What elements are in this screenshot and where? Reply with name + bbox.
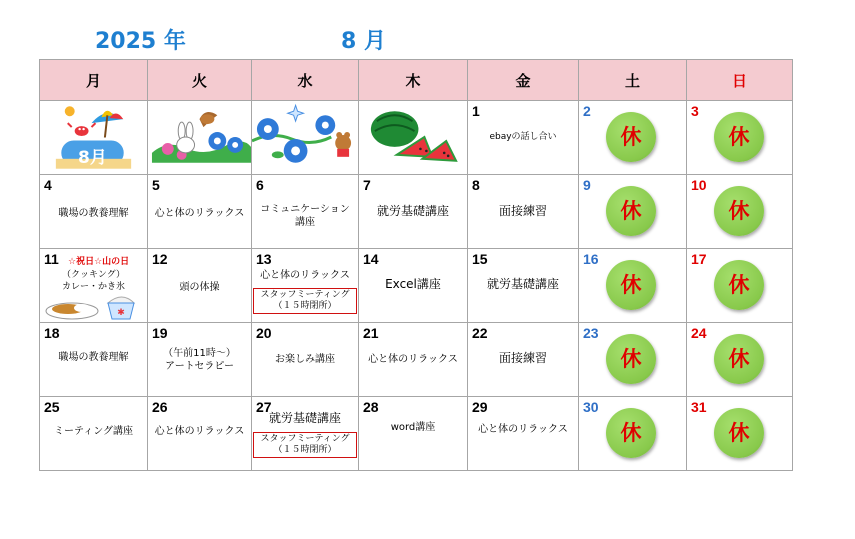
day-cell-3[interactable] — [687, 101, 793, 175]
weekday-sat: 土 — [579, 60, 687, 101]
day-number: 3 — [691, 103, 699, 119]
event-label: 職場の教養理解 — [58, 208, 129, 219]
event-label: 心と体のリラックス — [368, 354, 458, 365]
decor-morning-glory — [252, 101, 359, 175]
day-number: 24 — [691, 325, 707, 341]
weekday-header-row — [40, 60, 793, 101]
weekday-thu: 木 — [359, 60, 468, 101]
morning-glory-illustration — [252, 101, 358, 174]
day-cell-31[interactable] — [687, 397, 793, 471]
day-number: 22 — [472, 325, 488, 341]
day-number: 5 — [152, 177, 160, 193]
event-label-line1: （クッキング） — [61, 270, 125, 280]
staff-meeting-closing: （１５時閉所） — [273, 301, 337, 311]
weekday-sun: 日 — [687, 60, 793, 101]
event-label: 心と体のリラックス — [478, 424, 568, 435]
event-label: 心と体のリラックス — [260, 270, 350, 281]
closed-day-badge: 休 — [606, 186, 656, 236]
weekday-fri: 金 — [468, 60, 579, 101]
closed-day-badge: 休 — [714, 334, 764, 384]
day-cell-16[interactable] — [579, 249, 687, 323]
day-number: 10 — [691, 177, 707, 193]
day-number: 1 — [472, 103, 480, 119]
day-number: 14 — [363, 251, 379, 267]
event-label: 就労基礎講座 — [486, 277, 559, 291]
month-badge-text: 8月 — [78, 148, 107, 168]
staff-meeting-label: スタッフミーティング — [260, 434, 350, 444]
day-number: 2 — [583, 103, 591, 119]
day-number: 16 — [583, 251, 599, 267]
closed-day-badge: 休 — [606, 260, 656, 310]
day-number: 15 — [472, 251, 488, 267]
event-label-line2: カレー・かき氷 — [61, 282, 125, 292]
closed-day-badge: 休 — [714, 186, 764, 236]
day-number: 11 — [44, 251, 59, 267]
day-cell-9[interactable] — [579, 175, 687, 249]
closed-day-badge: 休 — [714, 408, 764, 458]
week-row — [40, 101, 793, 175]
staff-meeting-box — [253, 288, 357, 314]
watermelon-illustration — [359, 101, 467, 174]
event-label: 就労基礎講座 — [376, 204, 449, 218]
day-cell-23[interactable] — [579, 323, 687, 397]
day-number: 18 — [44, 325, 60, 341]
week-row — [40, 249, 793, 323]
event-label: 面接練習 — [498, 204, 547, 218]
week-row — [40, 323, 793, 397]
decor-watermelon — [359, 101, 468, 175]
closed-day-badge: 休 — [714, 260, 764, 310]
event-label: お楽しみ講座 — [275, 354, 335, 365]
day-cell-5[interactable] — [148, 175, 252, 249]
day-number: 12 — [152, 251, 168, 267]
weekday-tue: 火 — [148, 60, 252, 101]
svg-text:✱: ✱ — [117, 308, 125, 318]
event-label-line1: （午前11時～） — [163, 348, 236, 359]
closed-day-badge: 休 — [606, 334, 656, 384]
day-cell-17[interactable] — [687, 249, 793, 323]
day-number: 19 — [152, 325, 168, 341]
week-row — [40, 397, 793, 471]
day-number: 29 — [472, 399, 488, 415]
event-label: 頭の体操 — [179, 282, 220, 293]
staff-meeting-label: スタッフミーティング — [260, 290, 350, 300]
day-cell-12[interactable] — [148, 249, 252, 323]
event-label-line1: コミュニケーション — [260, 204, 350, 215]
event-label: Excel講座 — [385, 277, 441, 291]
day-cell-4[interactable] — [40, 175, 148, 249]
day-cell-25[interactable] — [40, 397, 148, 471]
weekday-wed: 水 — [252, 60, 359, 101]
event-label: 心と体のリラックス — [154, 426, 245, 437]
closed-day-badge: 休 — [714, 112, 764, 162]
event-label: 心と体のリラックス — [154, 208, 245, 219]
event-label-line2: 講座 — [295, 217, 315, 228]
day-cell-2[interactable] — [579, 101, 687, 175]
calendar-month: 8 月 — [341, 29, 386, 54]
event-label: ebayの話し合い — [489, 132, 557, 142]
day-cell-20[interactable] — [252, 323, 359, 397]
day-number: 23 — [583, 325, 599, 341]
day-cell-28[interactable] — [359, 397, 468, 471]
day-number: 26 — [152, 399, 168, 415]
day-cell-22[interactable] — [468, 323, 579, 397]
day-number: 30 — [583, 399, 599, 415]
decor-rabbit-squirrel — [148, 101, 252, 175]
day-number: 31 — [691, 399, 707, 415]
day-number: 9 — [583, 177, 591, 193]
weekday-mon: 月 — [40, 60, 148, 101]
event-label: 職場の教養理解 — [58, 352, 129, 363]
day-number: 21 — [363, 325, 379, 341]
day-cell-24[interactable] — [687, 323, 793, 397]
event-label: 就労基礎講座 — [268, 411, 341, 425]
day-cell-6[interactable] — [252, 175, 359, 249]
staff-meeting-closing: （１５時閉所） — [273, 445, 337, 455]
day-cell-13[interactable] — [252, 249, 359, 323]
day-number: 6 — [256, 177, 264, 193]
curry-shaved-ice-illustration — [42, 293, 142, 321]
day-cell-27[interactable] — [252, 397, 359, 471]
holiday-note: ☆祝日☆山の日 — [68, 257, 130, 267]
day-cell-11[interactable] — [40, 249, 148, 323]
day-number: 8 — [472, 177, 480, 193]
closed-day-badge: 休 — [606, 112, 656, 162]
day-cell-26[interactable] — [148, 397, 252, 471]
day-cell-10[interactable] — [687, 175, 793, 249]
event-label: 面接練習 — [498, 351, 547, 365]
day-cell-29[interactable] — [468, 397, 579, 471]
day-number: 13 — [256, 251, 272, 267]
day-number: 17 — [691, 251, 707, 267]
closed-day-badge: 休 — [606, 408, 656, 458]
day-number: 4 — [44, 177, 52, 193]
day-cell-7[interactable] — [359, 175, 468, 249]
day-number: 28 — [363, 399, 379, 415]
rabbit-squirrel-illustration — [148, 101, 251, 174]
day-cell-15[interactable] — [468, 249, 579, 323]
day-cell-19[interactable] — [148, 323, 252, 397]
day-number: 7 — [363, 177, 371, 193]
staff-meeting-box — [253, 432, 357, 458]
day-cell-14[interactable] — [359, 249, 468, 323]
day-cell-30[interactable] — [579, 397, 687, 471]
day-cell-21[interactable] — [359, 323, 468, 397]
day-cell-8[interactable] — [468, 175, 579, 249]
day-cell-1[interactable] — [468, 101, 579, 175]
day-number: 27 — [256, 399, 272, 415]
day-cell-18[interactable] — [40, 323, 148, 397]
calendar-year: 2025 年 — [95, 29, 186, 54]
decor-summer-beach — [40, 101, 148, 175]
week-row — [40, 175, 793, 249]
day-number: 25 — [44, 399, 60, 415]
event-label: ミーティング講座 — [54, 426, 133, 437]
calendar-grid — [39, 59, 793, 471]
day-number: 20 — [256, 325, 272, 341]
event-label: word講座 — [390, 422, 436, 433]
event-label-line2: アートセラピー — [165, 361, 234, 372]
